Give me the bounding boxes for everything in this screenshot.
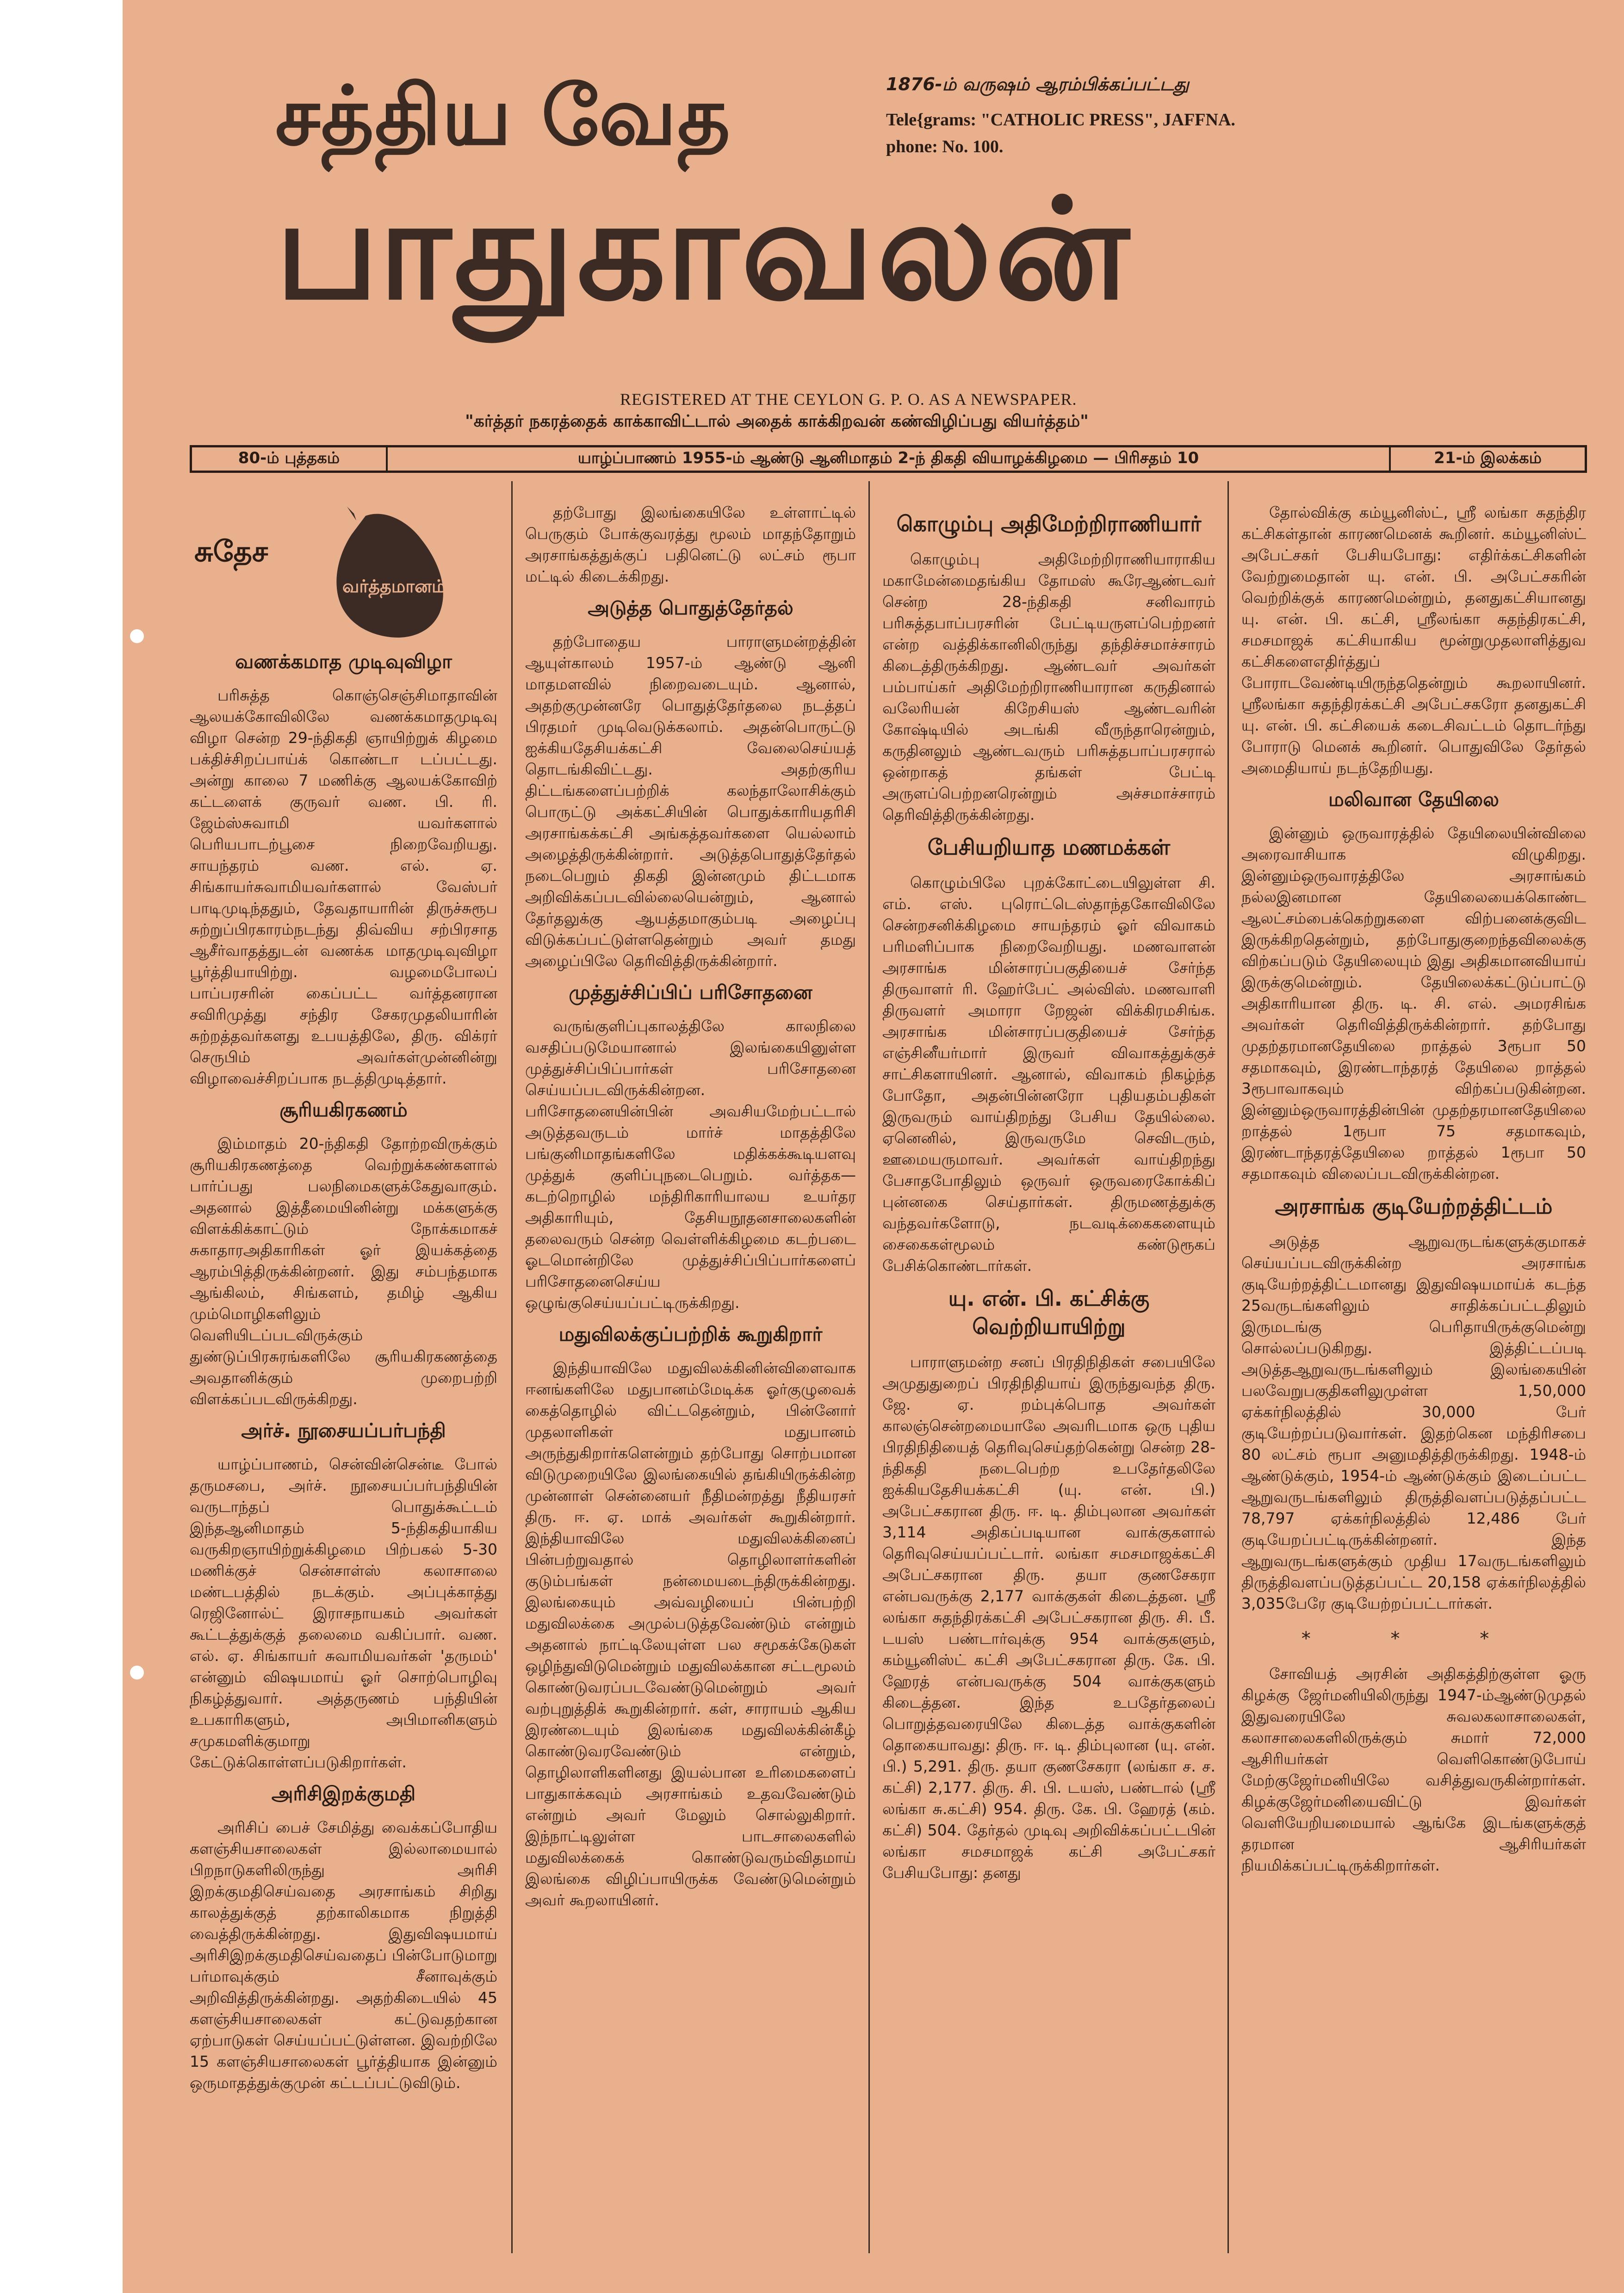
headline: சூரியகிரகணம் <box>279 1098 408 1121</box>
headline: முத்துச்சிப்பிப் பரிசோதனை <box>569 981 812 1004</box>
headline: பேசியறியாத மணமக்கள் <box>927 835 1171 860</box>
article-text: தோல்விக்கு கம்யூனிஸ்ட், ஸ்ரீ லங்கா சுதந்திர கட்சிகள்தான் காரணமெனக் கூறினர். கம்யூனிஸ்ட் அபேட்சகர் பேசியபோது: எதிர்க்கட்சிகளின் வேற்றுமைதான் யு. என். பி. அபேட்சகரின் வெற்றிக்குக் காரணமென்றும், தனதுகட்சியானது யு. என். பி. கட்சி, ஸ்ரீலங்கா சுதந்திரகட்சி, சமசமாஜக் கட்சியாகிய மூன்றுமுதலாளித்துவ கட்சிகளைஎதிர்த்துப் போராடவேண்டியிருந்ததென்றும் கூறலாயினர். ஸ்ரீலங்கா சுதந்திரக்கட்சி அபேட்சகரோ தனதுகட்சி யு. என். பி. கட்சியைக் கடைசிவட்டம் தொடர்ந்து போராடு மெனக் கூறினர். பொதுவிலே தேர்தல் அமைதியாய் நடந்தேறியது. <box>1241 503 1586 777</box>
logo-word-1: சுதேச <box>194 534 268 568</box>
headline: அடுத்த பொதுத்தேர்தல் <box>588 596 793 619</box>
punch-hole <box>130 1666 144 1679</box>
punch-hole <box>130 629 144 643</box>
article-text: இந்தியாவிலே மதுவிலக்கினின்விளைவாக ஈனங்களிலே மதுபானம்மேடிக்க ஓர்குழுவைக் கைத்தொழில் விட்டதென்றும், பின்னோர் முதலாளிகள் மதுபானம் அருந்துகிறார்களென்றும் தற்போது சொற்பமான விடுமுறையிலே இலங்கையில் தங்கியிருக்கின்ற முன்னாள் சென்னையர் நீதிமன்றத்து நீதியரசர் திரு. ஈ. ஏ. மாக் அவர்கள் கூறுகின்றார். இந்தியாவிலே மதுவிலக்கினைப் பின்பற்றுவதால் தொழிலாளர்களின் குடும்பங்கள் நன்மையடைந்திருக்கின்றது. இலங்கையும் அவ்வழியைப் பின்பற்றி மதுவிலக்கை அமுல்படுத்தவேண்டும் என்றும் அதனால் நாட்டிலேயுள்ள பல சமூகக்கேடுகள் ஒழிந்துவிடுமென்றும் மதுவிலக்கான சட்டமூலம் கொண்டுவரப்படவேண்டுமென்றும் அவர் வற்புறுத்திக் கூறுகின்றார். கள், சாராயம் ஆகிய இரண்டையும் இலங்கை மதுவிலக்கின்கீழ் கொண்டுவரவேண்டும் என்றும், தொழிலாளிகளினது இயல்பான உரிமைகளைப் பாதுகாக்கவும் அரசாங்கம் உதவவேண்டும் என்றும் அவர் மேலும் சொல்லுகிறார். இந்நாட்டிலுள்ள பாடசாலைகளில் மதுவிலக்கைக் கொண்டுவரும்விதமாய் இலங்கை விழிப்பாயிருக்க வேண்டுமென்றும் அவர் கூறலாயினர். <box>525 1359 856 1909</box>
headline: மதுவிலக்குப்பற்றிக் கூறுகிறார் <box>558 1323 823 1345</box>
contact-info <box>886 106 1235 160</box>
telegrams-line: Tele{grams: "CATHOLIC PRESS", JAFFNA. <box>886 110 1235 130</box>
article-text: அரிசிப் பைச் சேமித்து வைக்கப்போதிய களஞ்சியசாலைகள் இல்லாமையால் பிறநாடுகளிலிருந்து அரிசி இறக்குமதிசெய்வதை அரசாங்கம் சிறிது காலத்துக்குத் தற்காலிகமாக நிறுத்தி வைத்திருக்கின்றது. இதுவிஷயமாய் அரிசிஇறக்குமதிசெய்வதைப் பின்போடுமாறு பர்மாவுக்கும் சீனாவுக்கும் அறிவித்திருக்கின்றது. அதற்கிடையில் 45 களஞ்சியசாலைகள் கட்டுவதற்கான ஏற்பாடுகள் செய்யப்பட்டுள்ளன. இவற்றிலே 15 களஞ்சியசாலைகள் பூர்த்தியாக இன்னும் ஒருமாதத்துக்குமுன் கட்டப்பட்டுவிடும். <box>190 1818 497 2092</box>
column-2 <box>525 502 856 2269</box>
article-text: சோவியத் அரசின் அதிகத்திற்குள்ள ஓரு கிழக்கு ஜேர்மனியிலிருந்து 1947-ம்ஆண்டுமுதல் இதுவரையிலே சுவலகலாசாலைகள், கலாசாலைகளிலிருக்கும் சுமார் 72,000 ஆசிரியர்கள் வெளிகொண்டுபோய் மேற்குஜேர்மனியிலே வசித்துவருகின்றார்கள். கிழக்குஜேர்மனியைவிட்டு இவர்கள் வெளியேறியமையால் ஆங்கே இடங்களுக்குத் தரமான ஆசிரியர்கள் நியமிக்கப்பட்டிருக்கிறார்கள். <box>1241 1665 1586 1874</box>
headline: மலிவான தேயிலை <box>1328 788 1499 811</box>
masthead-title-main: பாதுகாவலன் <box>275 169 1132 330</box>
motto: "கர்த்தர் நகரத்தைக் காக்காவிட்டால் அதைக் காக்கிறவன் கண்விழிப்பது வியர்த்தம்" <box>465 412 1089 431</box>
established-note: 1876-ம் வருஷம் ஆரம்பிக்கப்பட்டது <box>886 74 1189 94</box>
section-divider: * * * <box>1301 1628 1526 1649</box>
newspaper-page <box>123 0 1624 2293</box>
article-text: யாழ்ப்பாணம், சென்வின்சென்டீ போல் தருமசபை, அர்ச். நூசையப்பர்பந்தியின் வருடாந்தப் பொதுக்கூட்டம் இந்தஆனிமாதம் 5-ந்திகதியாகிய வருகிறஞாயிற்றுக்கிழமை பிற்பகல் 5-30 மணிக்குச் சென்சாள்ஸ் கலாசாலை மண்டபத்தில் நடக்கும். அப்புக்காத்து ரெஜினோல்ட் இராசநாயகம் அவர்கள் கூட்டத்துக்குத் தலைமை வகிப்பார். வண. எல். ஏ. சிங்காயர் சுவாமியவர்கள் 'தருமம்' என்னும் விஷயமாய் ஓர் சொற்பொழிவு நிகழ்த்துவார். அத்தருணம் பந்தியின் உபகாரிகளும், அபிமானிகளும் சமுகமளிக்குமாறு கேட்டுக்கொள்ளப்படுகிறார்கள். <box>190 1455 497 1771</box>
article-text: இம்மாதம் 20-ந்திகதி தோற்றவிருக்கும் சூரியகிரகணத்தை வெற்றுக்கண்களால் பார்ப்பது பலநிமைகளுக்கேதுவாகும். அதனால் இத்தீமையினின்று மக்களுக்கு விளக்கிக்காட்டும் நோக்கமாகச் சுகாதாரஅதிகாரிகள் ஓர் இயக்கத்தை ஆரம்பித்திருக்கின்றனர். இது சம்பந்தமாக ஆங்கிலம், சிங்களம், தமிழ் ஆகிய மும்மொழிகளிலும் வெளியிடப்படவிருக்கும் துண்டுப்பிரசுரங்களிலே சூரியகிரகணத்தை அவதானிக்கும் முறைபற்றி விளக்கப்படவிருக்கிறது. <box>190 1134 497 1408</box>
volume-number: 80-ம் புத்தகம் <box>192 447 388 471</box>
dateline-bar <box>190 445 1587 473</box>
headline: கொழும்பு அதிமேற்றிராணியார் <box>896 511 1202 536</box>
telephone-line: phone: No. 100. <box>886 137 1004 156</box>
column-1 <box>190 502 497 2269</box>
article-text: கொழும்பு அதிமேற்றிராணியாராகிய மகாமேன்மைதங்கிய தோமஸ் கூரேஆண்டவர் சென்ற 28-ந்திகதி சனிவாரம் பரிசுத்தபாப்பரசரின் பேட்டியருளப்பெற்றனர் என்ற வத்திக்கானிலிருந்து தந்திச்சமாச்சாரம் கிடைத்திருக்கிறது. ஆண்டவர் அவர்கள் பம்பாய்கர் அதிமேற்றிராணியாரான கருதினால் வலேரியன் கிறேசியஸ் ஆண்டவரின் கோஷ்டியில் அடங்கி வீருந்தாரென்றும், கருதினலும் ஆண்டவரும் பரிசுத்தபாப்பரசரால் ஒன்றாகத் தங்கள் பேட்டி அருளப்பெற்றனரென்றும் அச்சமாச்சாரம் தெரிவித்திருக்கின்றது. <box>882 550 1215 824</box>
column-3 <box>882 502 1215 2269</box>
headline: அர்ச். நூசையப்பர்பந்தி <box>241 1419 446 1442</box>
headline: அரசாங்க குடியேற்றத்திட்டம் <box>1275 1194 1553 1219</box>
article-text: இன்னும் ஒருவாரத்தில் தேயிலையின்விலை அரைவாசியாக விழுகிறது. இன்னும்ஒருவாரத்திலே அரசாங்கம் நல்லஇனமான தேயிலையைக்கொண்ட ஆலட்சம்பைக்கெற்றுகளை விற்பனைக்குவிட இருக்கிறதென்றும், தற்போதுகுறைந்தவிலைக்கு விற்கப்படும் தேயிலையும் இது அதிகமானவியாய் இருக்குமென்றும். தேயிலைக்கட்டுப்பாட்டு அதிகாரியான திரு. டி. சி. எல். அமரசிங்க அவர்கள் தெரிவித்திருக்கின்றார். தற்போது முதற்தரமானதேயிலை றாத்தல் 3ரூபா 50 சதமாகவும், இரண்டாந்தரத் தேயிலை றாத்தல் 3ரூபாவாகவும் விற்கப்படுகின்றன. இன்னும்ஒருவாரத்தின்பின் முதற்தரமானதேயிலை றாத்தல் 1ரூபா 75 சதமாகவும், இரண்டாந்தரத்தேயிலை றாத்தல் 1ரூபா 50 சதமாகவும் விலைப்படவிருக்கின்றன. <box>1241 824 1586 1183</box>
article-text: பாராளுமன்ற சனப் பிரதிநிதிகள் சபையிலே அமுதுதுறைப் பிரதிநிதியாய் இருந்துவந்த திரு. ஜே. ஏ. றம்புக்பொத அவர்கள் காலஞ்சென்றமையாலே அவரிடமாக ஒரு புதிய பிரதிநிதியைத் தெரிவுசெய்தற்கென்று சென்ற 28-ந்திகதி நடைபெற்ற உபதேர்தலிலே ஐக்கியதேசியக்கட்சி (யு. என். பி.) அபேட்சகரான திரு. ஈ. டி. திம்புலான அவர்கள் 3,114 அதிகப்படியான வாக்குகளால் தெரிவுசெய்யப்பட்டார். லங்கா சமசமாஜக்கட்சி அபேட்சகரான திரு. தயா குணசேகரா என்பவருக்கு 2,177 வாக்குகள் கிடைத்தன. ஸ்ரீ லங்கா சுதந்திரக்கட்சி அபேட்சகரான திரு. சி. பீ. டயஸ் பண்டார்வுக்கு 954 வாக்குகளும், கம்யூனிஸ்ட் கட்சி அபேட்சகரான திரு. கே. பி. ஹேரத் என்பவருக்கு 504 வாக்குகளும் கிடைத்தன. இந்த உபதேர்தலைப் பொறுத்தவரையிலே கிடைத்த வாக்குகளின் தொகையாவது: திரு. ஈ. டி. திம்புலான (யு. என். பி.) 5,291. திரு. தயா குணசேகரா (லங்கா ச. ச. கட்சி) 2,177. திரு. சி. பி. டயஸ், பண்டால் (ஸ்ரீ லங்கா சு.கட்சி) 954. திரு. கே. பி. ஹேரத் (கம். கட்சி) 504. தேர்தல் முடிவு அறிவிக்கப்பட்டபின் லங்கா சமசமாஜக் கட்சி அபேட்சகர் பேசியபோது: தனது <box>882 1353 1215 1882</box>
article-text: கொழும்பிலே புறக்கோட்டையிலுள்ள சி. எம். எஸ். புரொட்டெஸ்தாந்தகோவிலிலே சென்றசனிக்கிழமை சாயந்தரம் ஓர் விவாகம் பரிமளிப்பாக நிறைவேறியது. மணவாளன் அரசாங்க மின்சாரப்பகுதியைச் சேர்ந்த திருவாளர் ரி. ஹேர்பேட் அல்விஸ். மணவாளி திருவளர் அமாரா றேஜன் விக்கிரமசிங்க. அரசாங்க மின்சாரப்பகுதியைச் சேர்ந்த எஞ்சினீயர்மார் இருவர் விவாகத்துக்குச் சாட்சிகளாயினர். ஆனால், விவாகம் நிகழ்ந்த போதோ, அதன்பின்னரோ புதியதம்பதிகள் இருவரும் வாய்திறந்து பேசிய தேயில்லை. ஏனெனில், இருவருமே செவிடரும், ஊமையருமாவர். அவர்கள் வாய்திறந்து பேசாதபோதிலும் ஒருவர் ஒருவரைகோக்கிப் புன்னகை செய்தார்கள். திருமணத்துக்கு வந்தவர்களோடு, நடவடிக்கைகளையும் சைகைகள்மூலம் கண்டுரூகப் பேசிக்கொண்டார்கள். <box>882 874 1215 1275</box>
article-text: வருங்குளிப்புகாலத்திலே காலநிலை வசதிப்படுமேயானால் இலங்கையினுள்ள முத்துச்சிப்பிப்பார்கள் பரிசோதனை செய்யப்படவிருக்கின்றன. பரிசோதனையின்பின் அவசியமேற்பட்டால் அடுத்தவருடம் மார்ச் மாதத்திலே பங்குனிமாதங்களிலே மதிக்கக்கூடியளவு முத்துக் குளிப்புநடைபெறும். வர்த்தக—கடற்றொழில் மந்திரிகாரியாலய உயர்தர அதிகாரியும், தேசியநூதனசாலைகளின் தலைவரும் சென்ற வெள்ளிக்கிழமை கடற்படை ஓடமொன்றிலே முத்துச்சிப்பிப்பார்களைப் பரிசோதனைசெய்ய ஒழுங்குசெய்யப்பட்டிருக்கிறது. <box>525 1017 856 1312</box>
headline: வணக்கமாத முடிவுவிழா <box>235 650 452 673</box>
article-text: அடுத்த ஆறுவருடங்களுக்குமாகச் செய்யப்படவிருக்கின்ற அரசாங்க குடியேற்றத்திட்டமானது இதுவிஷயமாய்க் கடந்த 25வருடங்களிலும் சாதிக்கப்பட்டதிலும் இருமடங்கு பெரிதாயிருக்குமென்று சொல்லப்படுகிறது. இத்திட்டப்படி அடுத்தஆறுவருடங்களிலும் இலங்கையின் பலவேறுபகுதிகளிலுமுள்ள 1,50,000 ஏக்கர்நிலத்தில் 30,000 பேர் குடியேற்றப்படுவார்கள். இதற்கென மந்திரிசபை 80 லட்சம் ரூபா அனுமதித்திருக்கிறது. 1948-ம் ஆண்டுக்கும், 1954-ம் ஆண்டுக்கும் இடைப்பட்ட ஆறுவருடங்களிலும் திருத்திவளப்படுத்தப்பட்ட 78,797 ஏக்கர்நிலத்தில் 12,486 பேர் குடியேறப்பட்டிருக்கின்றனர். இந்த ஆறுவருடங்களுக்கும் முதிய 17வருடங்களிலும் திருத்திவளப்படுத்தப்பட்ட 20,158 ஏக்கர்நிலத்தில் 3,035பேரே குடியேற்றப்பட்டார்கள். <box>1241 1233 1586 1612</box>
logo-word-2: வர்த்தமானம் <box>342 576 446 596</box>
local-news-logo <box>190 502 497 641</box>
column-rule <box>868 481 870 2253</box>
headline: அரிசிஇறக்குமதி <box>271 1782 416 1805</box>
article-text: தற்போதைய பாராளுமன்றத்தின் ஆயுள்காலம் 1957-ம் ஆண்டு ஆனி மாதமளவில் நிறைவடையும். ஆனால், அதற்குமுன்னரே பொதுத்தேர்தலை நடத்தப் பிரதமர் முடிவெடுக்கலாம். அதன்பொருட்டு ஐக்கியதேசியக்கட்சி வேலைசெய்யத் தொடங்கிவிட்டது. அதற்குரிய திட்டங்களைப்பற்றிக் கலந்தாலோசிக்கும் பொருட்டு அக்கட்சியின் பொதுக்காரியதரிசி அரசாங்கக்கட்சி அங்கத்தவர்களை யெல்லாம் அழைத்திருக்கின்றார். அடுத்தபொதுத்தேர்தல் நடைபெறும் திகதி இன்னமும் திட்டமாக அறிவிக்கப்படவில்லையென்றும், ஆனால் தேர்தலுக்கு ஆயத்தமாகும்படி அழைப்பு விடுக்கப்பட்டுள்ளதென்றும் அவர் தமது அழைப்பிலே தெரிவித்திருக்கின்றார். <box>525 632 856 970</box>
article-text: பரிசுத்த கொஞ்செஞ்சிமாதாவின் ஆலயக்கோவிலிலே வணக்கமாதமுடிவு விழா சென்ற 29-ந்திகதி ஞாயிற்றுக் கிழமை பக்திச்சிறப்பாய்க் கொண்டா டப்பட்டது. அன்று காலை 7 மணிக்கு ஆலயக்கோவிற் கட்டளைக் குருவர் வண. பி. ரி. ஜேம்ஸ்சுவாமி யவர்களால் பெரியபாடற்பூசை நிறைவேறியது. சாயந்தரம் வண. எல். ஏ. சிங்காயர்சுவாமியவர்களால் வேஸ்பர் பாடிமுடிந்ததும், தேவதாயாரின் திருச்சுரூப சுற்றுப்பிரகாரம்நடந்து திவ்விய சற்பிரசாத ஆசீர்வாதத்துடன் வணக்க மாதமுடிவுவிழா பூர்த்தியாயிற்று. வழமைபோலப் பாப்பரசரின் கைப்பட்ட வர்த்தனரான சவிரிமுத்து சந்திர சேகரமுதலியாரின் சுற்றத்தவர்களது உபயத்திலே, திரு. விக்ரர் செருபிம் அவர்கள்முன்னின்று விழாவைச்சிறப்பாக நடத்திமுடித்தார். <box>190 686 497 1087</box>
dateline: யாழ்ப்பாணம் 1955-ம் ஆண்டு ஆனிமாதம் 2-ந் திகதி வியாழக்கிழமை — பிரிசதம் 10 <box>388 447 1391 471</box>
masthead-title-top: சத்திய வேத <box>275 69 731 163</box>
column-rule <box>1227 481 1229 2253</box>
registration-line: REGISTERED AT THE CEYLON G. P. O. AS A NEWSPAPER. <box>620 390 1077 409</box>
column-rule <box>511 481 513 2253</box>
column-4 <box>1241 502 1586 2269</box>
issue-number: 21-ம் இலக்கம் <box>1434 449 1542 467</box>
article-text: தற்போது இலங்கையிலே உள்ளாட்டில் பெருகும் போக்குவரத்து மூலம் மாதந்தோறும் அரசாங்கத்துக்குப் பதினெட்டு லட்சம் ரூபா மட்டில் கிடைக்கிறது. <box>525 503 856 585</box>
headline: யு. என். பி. கட்சிக்கு வெற்றியாயிற்று <box>948 1286 1150 1339</box>
